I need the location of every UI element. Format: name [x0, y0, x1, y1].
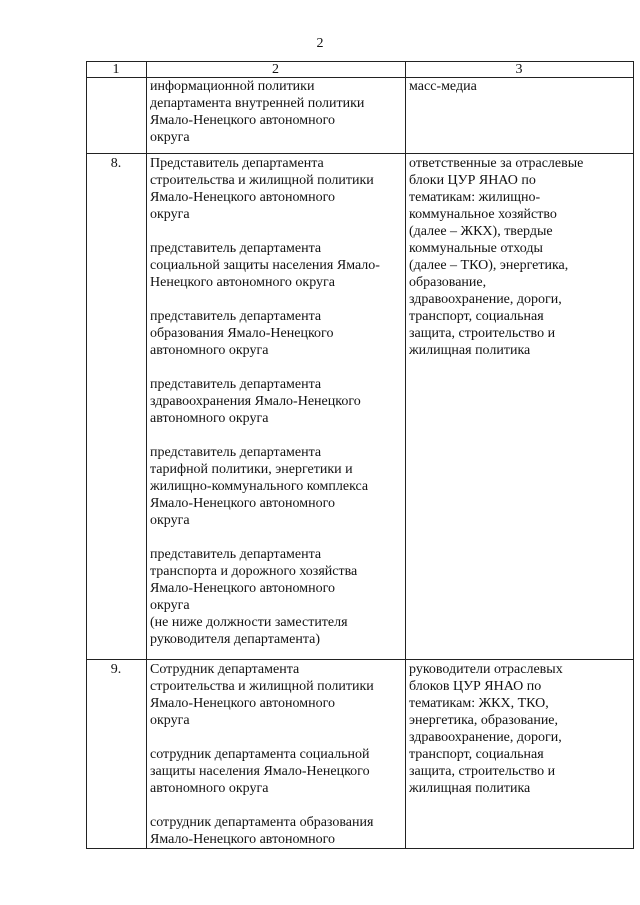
- row-number: 8.: [87, 154, 147, 660]
- participants-table: [86, 61, 634, 849]
- participant-text: представитель департамента образования Ямало-Ненецкого автономного округа: [150, 309, 334, 358]
- responsibility-text: масс-медиа: [409, 79, 477, 94]
- column-header: 2: [147, 62, 406, 78]
- participants-cell: [147, 154, 406, 660]
- table-row: [87, 154, 634, 660]
- column-header: 1: [87, 62, 147, 78]
- responsibility-text: руководители отраслевых блоков ЦУР ЯНАО по тематикам: ЖКХ, ТКО, энергетика, образование, здравоохранение, дороги, транспорт, социальная защита, строительство и жилищная политика: [409, 662, 563, 796]
- participant-text: представитель департамента транспорта и дорожного хозяйства Ямало-Ненецкого автономного округа (не ниже должности заместителя руководителя департамента): [150, 547, 358, 647]
- participant-text: представитель департамента тарифной политики, энергетики и жилищно-коммунального комплекса Ямало-Ненецкого автономного округа: [150, 445, 369, 528]
- participant-text: Представитель департамента строительства и жилищной политики Ямало-Ненецкого автономного округа: [150, 156, 374, 222]
- participant-text: информационной политики департамента внутренней политики Ямало-Ненецкого автономного округа: [150, 79, 365, 145]
- table-row: [87, 78, 634, 154]
- table-header-row: [87, 62, 634, 78]
- responsibility-cell: [406, 154, 634, 660]
- row-number: [87, 78, 147, 154]
- responsibility-text: ответственные за отраслевые блоки ЦУР ЯНАО по тематикам: жилищно- коммунальное хозяйство (далее – ЖКХ), твердые коммунальные отходы (далее – ТКО), энергетика, образование, здравоохранение, дороги, транспорт, социальная защита, строительство и жилищная политика: [409, 156, 584, 358]
- participant-text: представитель департамента здравоохранения Ямало-Ненецкого автономного округа: [150, 377, 361, 426]
- participants-cell: [147, 660, 406, 849]
- column-header: 3: [406, 62, 634, 78]
- row-number: 9.: [87, 660, 147, 849]
- participant-text: сотрудник департамента социальной защиты населения Ямало-Ненецкого автономного округа: [150, 747, 370, 796]
- participants-cell: [147, 78, 406, 154]
- table-row: [87, 660, 634, 849]
- page-number: 2: [316, 36, 324, 51]
- responsibility-cell: [406, 78, 634, 154]
- participant-text: представитель департамента социальной защиты населения Ямало- Ненецкого автономного округа: [150, 241, 380, 290]
- participant-text: сотрудник департамента образования Ямало-Ненецкого автономного: [150, 815, 374, 847]
- participant-text: Сотрудник департамента строительства и жилищной политики Ямало-Ненецкого автономного округа: [150, 662, 374, 728]
- responsibility-cell: [406, 660, 634, 849]
